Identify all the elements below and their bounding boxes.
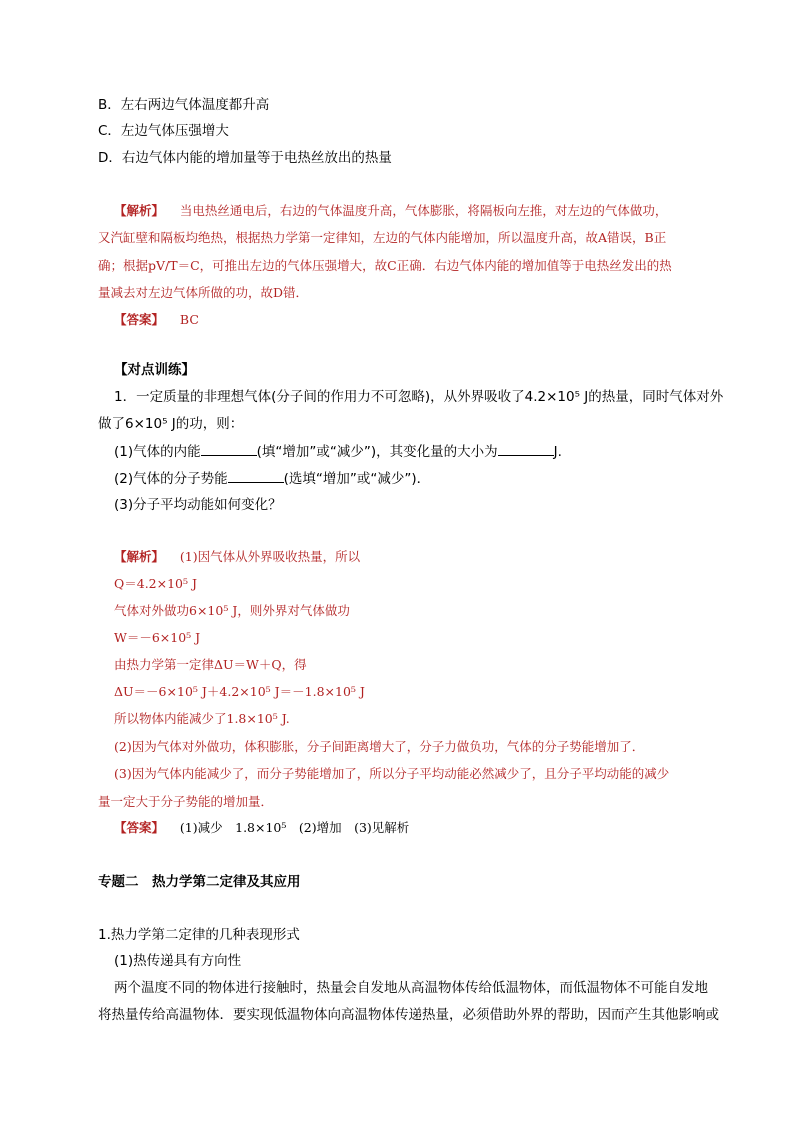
analysis2-tag: 【解析】 bbox=[114, 549, 165, 564]
analysis2-text1: (1)因气体从外界吸收热量，所以 bbox=[179, 549, 361, 564]
q1b-post: (选填“增加”或“减少”)． bbox=[283, 471, 431, 487]
analysis2-line8: (2)因为气体对外做功，体积膨胀，分子间距离增大了，分子力做负功，气体的分子势能增加了． bbox=[114, 739, 645, 754]
answer-tag: 【答案】 bbox=[114, 312, 165, 327]
analysis2-line7: 所以物体内能减少了1.8×10⁵ J. bbox=[114, 711, 290, 726]
analysis1-line2: 又汽缸壁和隔板均绝热，根据热力学第一定律知，左边的气体内能增加，所以温度升高，故A错误，B正 bbox=[98, 230, 667, 245]
topic2-heading: 专题二 热力学第二定律及其应用 bbox=[98, 874, 301, 890]
analysis2-line3: 气体对外做功6×10⁵ J，则外界对气体做功 bbox=[114, 603, 350, 618]
topic2-p1: 1.热力学第二定律的几种表现形式 bbox=[98, 927, 300, 943]
analysis-tag: 【解析】 bbox=[114, 203, 165, 218]
question1-part1 bbox=[114, 441, 562, 462]
analysis2-line5: 由热力学第一定律ΔU＝W＋Q，得 bbox=[114, 657, 307, 672]
answer1-value: BC bbox=[179, 312, 199, 327]
option-c: C．左边气体压强增大 bbox=[98, 123, 229, 139]
question1-line1: 1．一定质量的非理想气体(分子间的作用力不可忽略)，从外界吸收了4.2×10⁵ J的热量，同时气体对外 bbox=[114, 389, 724, 405]
q1a-pre: (1)气体的内能 bbox=[114, 444, 201, 460]
topic2-p2: (1)热传递具有方向性 bbox=[114, 953, 242, 969]
analysis2-line9: (3)因为气体内能减少了，而分子势能增加了，所以分子平均动能必然减少了，且分子平均动能的减少 bbox=[114, 766, 670, 781]
answer2-line bbox=[114, 818, 409, 838]
answer1-line bbox=[114, 310, 199, 330]
topic2-p4: 将热量传给高温物体．要实现低温物体向高温物体传递热量，必须借助外界的帮助，因而产生其他影响或 bbox=[98, 1007, 719, 1023]
blank-1 bbox=[201, 441, 257, 456]
analysis1-text1: 当电热丝通电后，右边的气体温度升高，气体膨胀，将隔板向左推，对左边的气体做功， bbox=[179, 203, 668, 218]
analysis2-line2: Q＝4.2×10⁵ J bbox=[114, 576, 198, 591]
question1-line2: 做了6×10⁵ J的功，则： bbox=[98, 416, 244, 432]
q1a-post: J. bbox=[553, 444, 562, 460]
question1-part3: (3)分子平均动能如何变化？ bbox=[114, 497, 282, 513]
topic2-p3: 两个温度不同的物体进行接触时，热量会自发地从高温物体传给低温物体，而低温物体不可能自发地 bbox=[114, 980, 708, 996]
analysis2-line1 bbox=[114, 547, 360, 567]
analysis2-line6: ΔU＝－6×10⁵ J＋4.2×10⁵ J＝－1.8×10⁵ J bbox=[114, 684, 365, 699]
analysis2-line10: 量一定大于分子势能的增加量． bbox=[98, 794, 274, 809]
analysis1-line3: 确；根据pV/T＝C，可推出左边的气体压强增大，故C正确．右边气体内能的增加值等于电热丝发出的热 bbox=[98, 258, 672, 273]
q1b-pre: (2)气体的分子势能 bbox=[114, 471, 228, 487]
blank-2 bbox=[498, 441, 554, 456]
option-b: B．左右两边气体温度都升高 bbox=[98, 97, 270, 113]
q1a-mid: (填“增加”或“减少”)，其变化量的大小为 bbox=[256, 444, 498, 460]
analysis2-line4: W＝－6×10⁵ J bbox=[114, 630, 201, 645]
analysis1-line1 bbox=[114, 201, 667, 221]
question1-part2 bbox=[114, 468, 430, 489]
practice-heading: 【对点训练】 bbox=[114, 362, 195, 378]
analysis1-line4: 量减去对左边气体所做的功，故D错． bbox=[98, 285, 309, 300]
answer2-value: (1)减少 1.8×10⁵ (2)增加 (3)见解析 bbox=[179, 820, 410, 835]
option-d: D．右边气体内能的增加量等于电热丝放出的热量 bbox=[98, 150, 392, 166]
blank-3 bbox=[228, 468, 284, 483]
answer2-tag: 【答案】 bbox=[114, 820, 165, 835]
